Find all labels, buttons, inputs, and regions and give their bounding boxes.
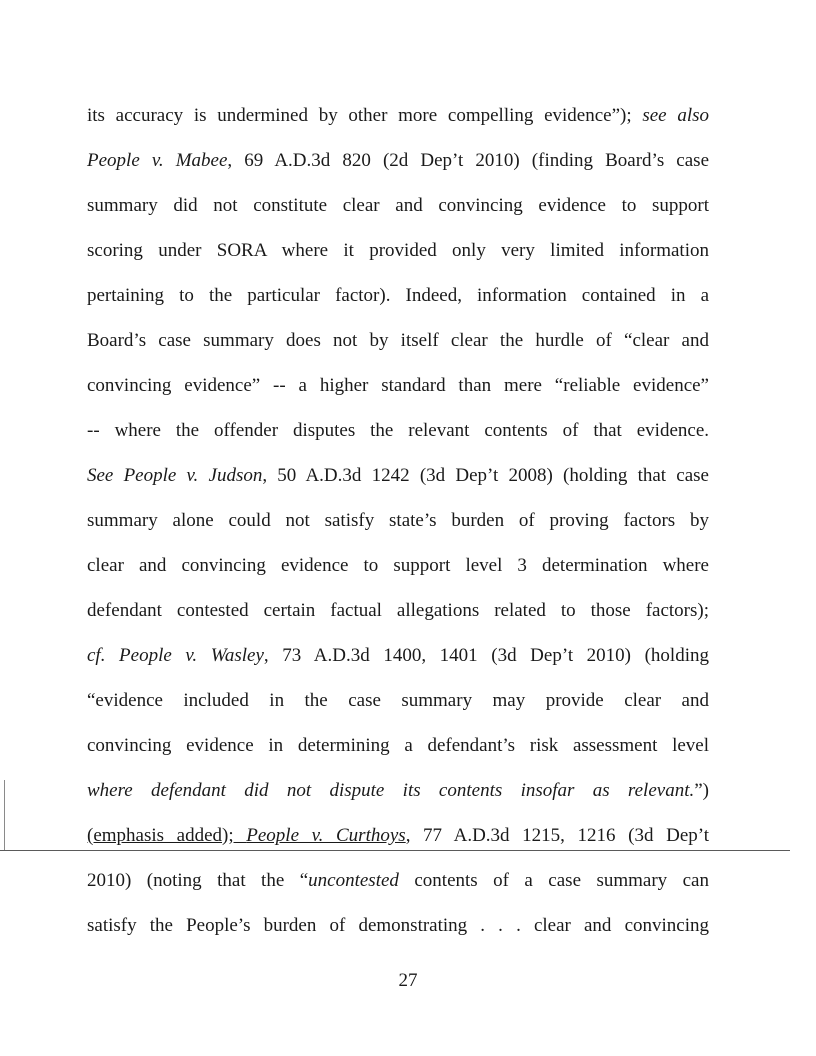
- text-line-5: pertaining to the particular factor). Indeed, information contained in a: [87, 285, 709, 306]
- text-line-3: summary did not constitute clear and convincing evidence to support: [87, 195, 709, 216]
- text-line-11: clear and convincing evidence to support level 3 determination where: [87, 555, 709, 576]
- text-line-15: convincing evidence in determining a defendant’s risk assessment level: [87, 735, 709, 756]
- text-line-10: summary alone could not satisfy state’s burden of proving factors by: [87, 510, 709, 531]
- text-line-7: convincing evidence” -- a higher standard than mere “reliable evidence”: [87, 375, 709, 396]
- text-line-12: defendant contested certain factual allegations related to those factors);: [87, 600, 709, 621]
- text-line-4: scoring under SORA where it provided only very limited information: [87, 240, 709, 261]
- text-line-17: (emphasis added); People v. Curthoys, 77 A.D.3d 1215, 1216 (3d Dep’t: [87, 825, 710, 846]
- scan-artifact-line: [0, 850, 790, 851]
- text-line-8: -- where the offender disputes the relevant contents of that evidence.: [87, 420, 709, 441]
- text-line-16: where defendant did not dispute its contents insofar as relevant.”): [87, 780, 709, 801]
- text-line-9: See People v. Judson, 50 A.D.3d 1242 (3d Dep’t 2008) (holding that case: [87, 465, 709, 486]
- text-line-13: cf. People v. Wasley, 73 A.D.3d 1400, 1401 (3d Dep’t 2010) (holding: [87, 645, 709, 666]
- text-line-1: its accuracy is undermined by other more compelling evidence”); see also: [87, 105, 710, 126]
- scan-artifact-edge: [4, 780, 5, 850]
- text-line-19: satisfy the People’s burden of demonstrating . . . clear and convincing: [87, 915, 709, 936]
- text-line-14: “evidence included in the case summary may provide clear and: [87, 690, 709, 711]
- page-number: 27: [398, 970, 418, 991]
- text-line-18: 2010) (noting that the “uncontested contents of a case summary can: [87, 870, 709, 891]
- text-line-6: Board’s case summary does not by itself clear the hurdle of “clear and: [87, 330, 709, 351]
- text-line-2: People v. Mabee, 69 A.D.3d 820 (2d Dep’t 2010) (finding Board’s case: [87, 150, 710, 171]
